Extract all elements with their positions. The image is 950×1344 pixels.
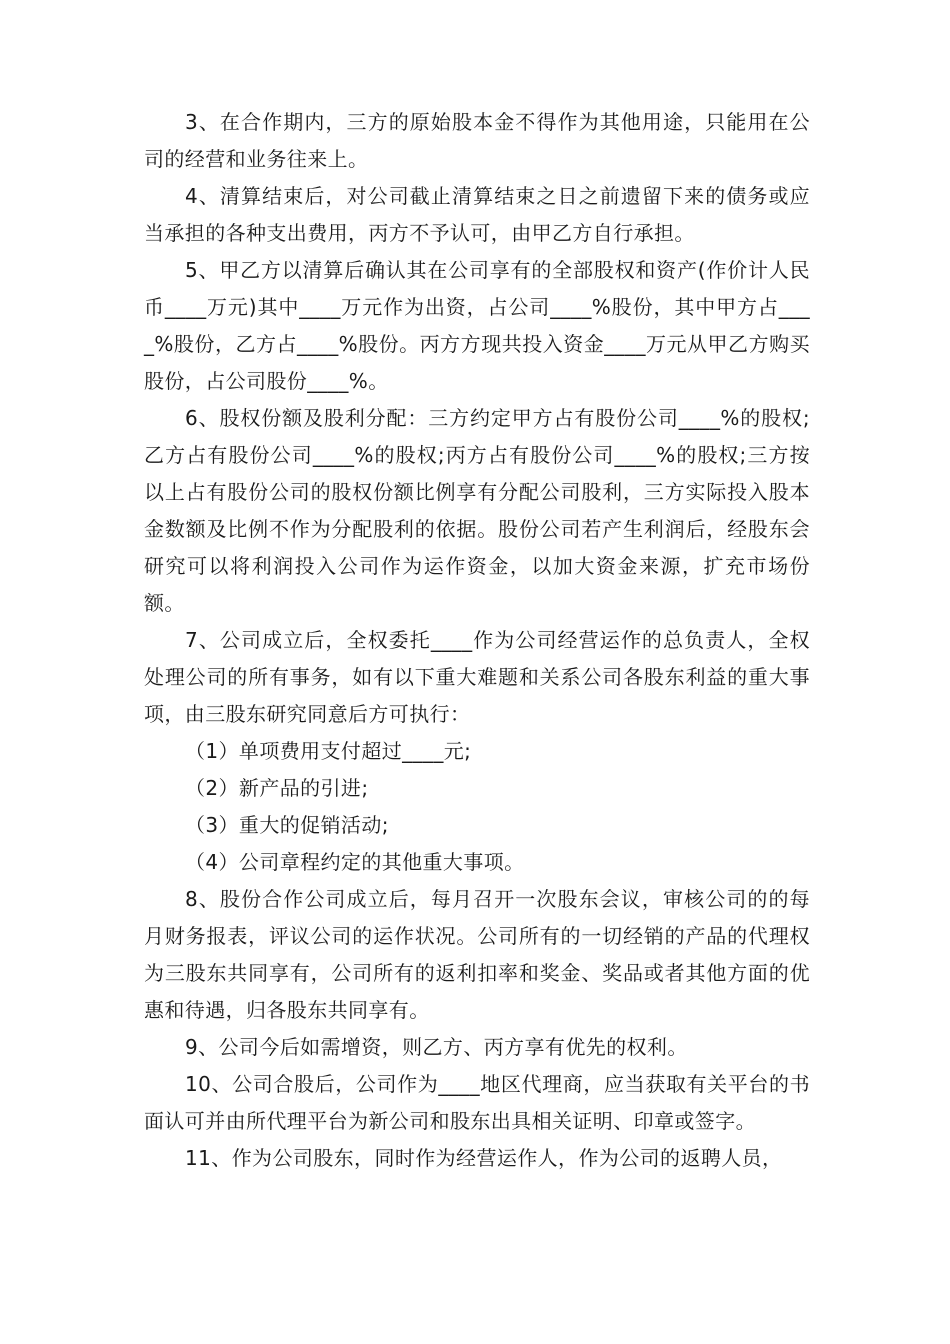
clause-10: 10、公司合股后，公司作为____地区代理商，应当获取有关平台的书面认可并由所代理平台为新公司和股东出具相关证明、印章或签字。 [144, 1072, 810, 1133]
clause-7-item-4: （4）公司章程约定的其他重大事项。 [185, 850, 525, 874]
clause-7-item-3: （3）重大的促销活动; [185, 813, 389, 837]
clause-11: 11、作为公司股东，同时作为经营运作人，作为公司的返聘人员， [185, 1146, 783, 1170]
clause-6: 6、股权份额及股利分配：三方约定甲方占有股份公司____%的股权;乙方占有股份公司____%的股权;丙方占有股份公司____%的股权;三方按以上占有股份公司的股权份额比例享有分配公司股利，三方实际投入股本金数额及比例不作为分配股利的依据。股份公司若产生利润后，经股东会研究可以将利润投入公司作为运作资金，以加大资金来源，扩充市场份额。 [144, 406, 810, 615]
clause-5: 5、甲乙方以清算后确认其在公司享有的全部股权和资产(作价计人民币____万元)其中____万元作为出资，占公司____%股份，其中甲方占____%股份，乙方占____%股份。丙方方现共投入资金____万元从甲乙方购买股份，占公司股份____%。 [144, 258, 810, 393]
clause-3: 3、在合作期内，三方的原始股本金不得作为其他用途，只能用在公司的经营和业务往来上。 [144, 110, 810, 171]
document-page [144, 104, 810, 1177]
clause-7-item-2: （2）新产品的引进; [185, 776, 369, 800]
clause-4: 4、清算结束后，对公司截止清算结束之日之前遗留下来的债务或应当承担的各种支出费用，丙方不予认可，由甲乙方自行承担。 [144, 184, 810, 245]
clause-8: 8、股份合作公司成立后，每月召开一次股东会议，审核公司的的每月财务报表，评议公司的运作状况。公司所有的一切经销的产品的代理权为三股东共同享有，公司所有的返利扣率和奖金、奖品或者其他方面的优惠和待遇，归各股东共同享有。 [144, 887, 810, 1022]
clause-7-item-1: （1）单项费用支付超过____元; [185, 739, 472, 763]
clause-9: 9、公司今后如需增资，则乙方、丙方享有优先的权利。 [185, 1035, 688, 1059]
clause-7: 7、公司成立后，全权委托____作为公司经营运作的总负责人，全权处理公司的所有事务，如有以下重大难题和关系公司各股东利益的重大事项，由三股东研究同意后方可执行： [144, 628, 810, 726]
